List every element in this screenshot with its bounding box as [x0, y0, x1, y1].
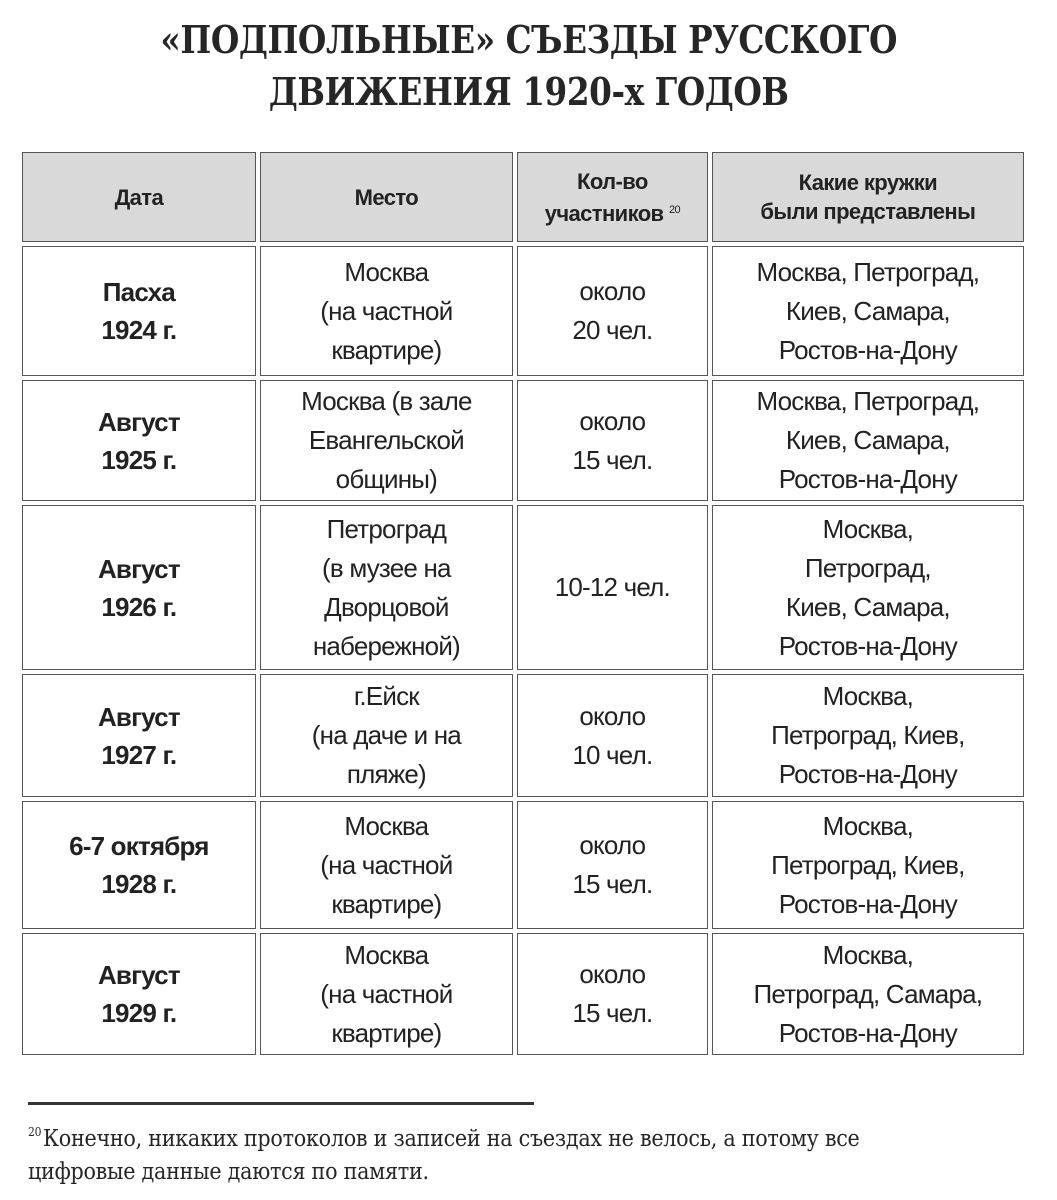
circles-cell — [712, 801, 1024, 929]
footnote-number: 20 — [28, 1125, 42, 1139]
table-row — [22, 505, 1024, 670]
header-place: Место — [260, 152, 513, 242]
footnote — [28, 1116, 937, 1189]
date-cell-line: 1929 г. — [101, 998, 177, 1028]
footnote-text: Конечно, никаких протоколов и записей на съездах не велось, а потому все цифровые данные даются по памяти. — [28, 1126, 860, 1185]
count-cell-line: около — [579, 405, 646, 436]
circles-cell-line: Москва, — [822, 810, 914, 841]
place-cell-line: Москва — [344, 810, 429, 841]
date-cell-line: 1925 г. — [101, 444, 177, 475]
place-cell-line: набережной) — [312, 630, 460, 661]
circles-cell-line: Петроград, — [804, 552, 931, 583]
place-cell — [260, 246, 513, 376]
count-cell — [517, 674, 708, 797]
place-cell — [260, 505, 513, 670]
place-cell-line: (на частной — [320, 295, 453, 326]
circles-cell-line: Петроград, Киев, — [771, 720, 965, 750]
count-cell-line: 10 чел. — [572, 739, 653, 770]
circles-cell-line: Петроград, Киев, — [771, 849, 965, 880]
date-cell-line: 1928 г. — [101, 869, 177, 899]
header-circles: Какие кружки были представлены — [712, 152, 1024, 242]
count-cell — [517, 933, 708, 1055]
circles-cell — [712, 674, 1024, 797]
circles-cell-line: Москва, — [822, 513, 914, 544]
circles-cell — [712, 380, 1024, 501]
date-cell — [22, 246, 256, 376]
count-cell — [517, 246, 708, 376]
date-cell — [22, 933, 256, 1055]
circles-cell-line: Москва, Петроград, — [756, 386, 980, 416]
table-row — [22, 801, 1024, 929]
place-cell-line: Москва — [344, 939, 429, 970]
count-cell-line: 15 чел. — [572, 998, 653, 1028]
date-cell — [22, 380, 256, 501]
count-cell-line: около — [579, 700, 646, 731]
header-date: Дата — [22, 152, 256, 242]
place-cell-line: Дворцовой — [324, 591, 449, 622]
table-row — [22, 933, 1024, 1055]
place-cell — [260, 801, 513, 929]
place-cell-line: квартире) — [331, 1017, 442, 1048]
footnote-divider — [28, 1102, 534, 1105]
circles-cell-line: Москва, — [822, 939, 914, 970]
count-cell — [517, 801, 708, 929]
circles-cell-line: Киев, Самара, — [785, 591, 950, 622]
place-cell-line: (на частной — [320, 849, 453, 880]
date-cell-line: Август — [97, 553, 180, 584]
circles-cell-line: Ростов-на-Дону — [778, 1017, 957, 1048]
table-row — [22, 674, 1024, 797]
circles-cell-line: Москва, Петроград, — [756, 256, 980, 287]
count-cell-line: 15 чел. — [572, 869, 653, 899]
count-cell — [517, 380, 708, 501]
date-cell-line: 1927 г. — [101, 739, 177, 770]
count-cell-line: около — [579, 276, 646, 306]
page-title — [74, 14, 983, 118]
title-line-1: «ПОДПОЛЬНЫЕ» СЪЕЗДЫ РУССКОГО — [160, 17, 898, 62]
circles-cell-line: Ростов-на-Дону — [778, 464, 957, 494]
date-cell-line: Пасха — [102, 277, 175, 307]
place-cell-line: Москва — [344, 256, 429, 287]
count-cell-line: 15 чел. — [572, 444, 653, 475]
circles-cell-line: Ростов-на-Дону — [778, 630, 957, 661]
date-cell-line: 1924 г. — [101, 315, 177, 345]
circles-cell-line: Ростов-на-Дону — [778, 759, 957, 789]
circles-cell-line: Киев, Самара, — [785, 425, 950, 455]
place-cell-line: Москва (в зале — [301, 386, 472, 416]
footnote-ref: 20 — [668, 203, 681, 216]
circles-cell — [712, 933, 1024, 1055]
date-cell — [22, 505, 256, 670]
header-count: Кол-во участников $^{20}$ — [517, 152, 708, 242]
circles-cell — [712, 246, 1024, 376]
date-cell-line: 6-7 октября — [69, 831, 209, 861]
place-cell-line: (в музее на — [322, 552, 451, 583]
date-cell-line: 1926 г. — [101, 591, 177, 622]
place-cell-line: Евангельской — [308, 425, 464, 455]
place-cell-line: г.Ейск — [353, 681, 419, 711]
place-cell-line: (на даче и на — [311, 720, 461, 750]
table-row — [22, 380, 1024, 501]
table-row — [22, 246, 1024, 376]
date-cell-line: Август — [97, 960, 180, 990]
place-cell-line: пляже) — [346, 759, 426, 789]
count-cell-line: около — [579, 830, 646, 860]
congresses-table — [18, 148, 1028, 1059]
place-cell-line: квартире) — [331, 334, 442, 365]
place-cell-line: Петроград — [326, 513, 447, 544]
circles-cell-line: Москва, — [822, 681, 914, 711]
place-cell — [260, 933, 513, 1055]
count-cell — [517, 505, 708, 670]
place-cell-line: квартире) — [331, 888, 442, 919]
circles-cell-line: Ростов-на-Дону — [778, 888, 957, 919]
table-header-row — [22, 152, 1024, 242]
date-cell-line: Август — [97, 406, 180, 437]
date-cell-line: Август — [97, 701, 180, 732]
date-cell — [22, 674, 256, 797]
date-cell — [22, 801, 256, 929]
place-cell-line: (на частной — [320, 978, 453, 1009]
place-cell — [260, 674, 513, 797]
title-line-2: ДВИЖЕНИЯ 1920-х ГОДОВ — [268, 69, 789, 114]
circles-cell-line: Киев, Самара, — [785, 295, 950, 326]
circles-cell-line: Ростов-на-Дону — [778, 334, 957, 365]
count-cell-line: 20 чел. — [572, 315, 653, 345]
count-cell-line: около — [579, 959, 646, 989]
circles-cell — [712, 505, 1024, 670]
place-cell-line: общины) — [335, 464, 438, 494]
count-cell-line: 10-12 чел. — [554, 572, 670, 602]
circles-cell-line: Петроград, Самара, — [753, 978, 983, 1009]
place-cell — [260, 380, 513, 501]
